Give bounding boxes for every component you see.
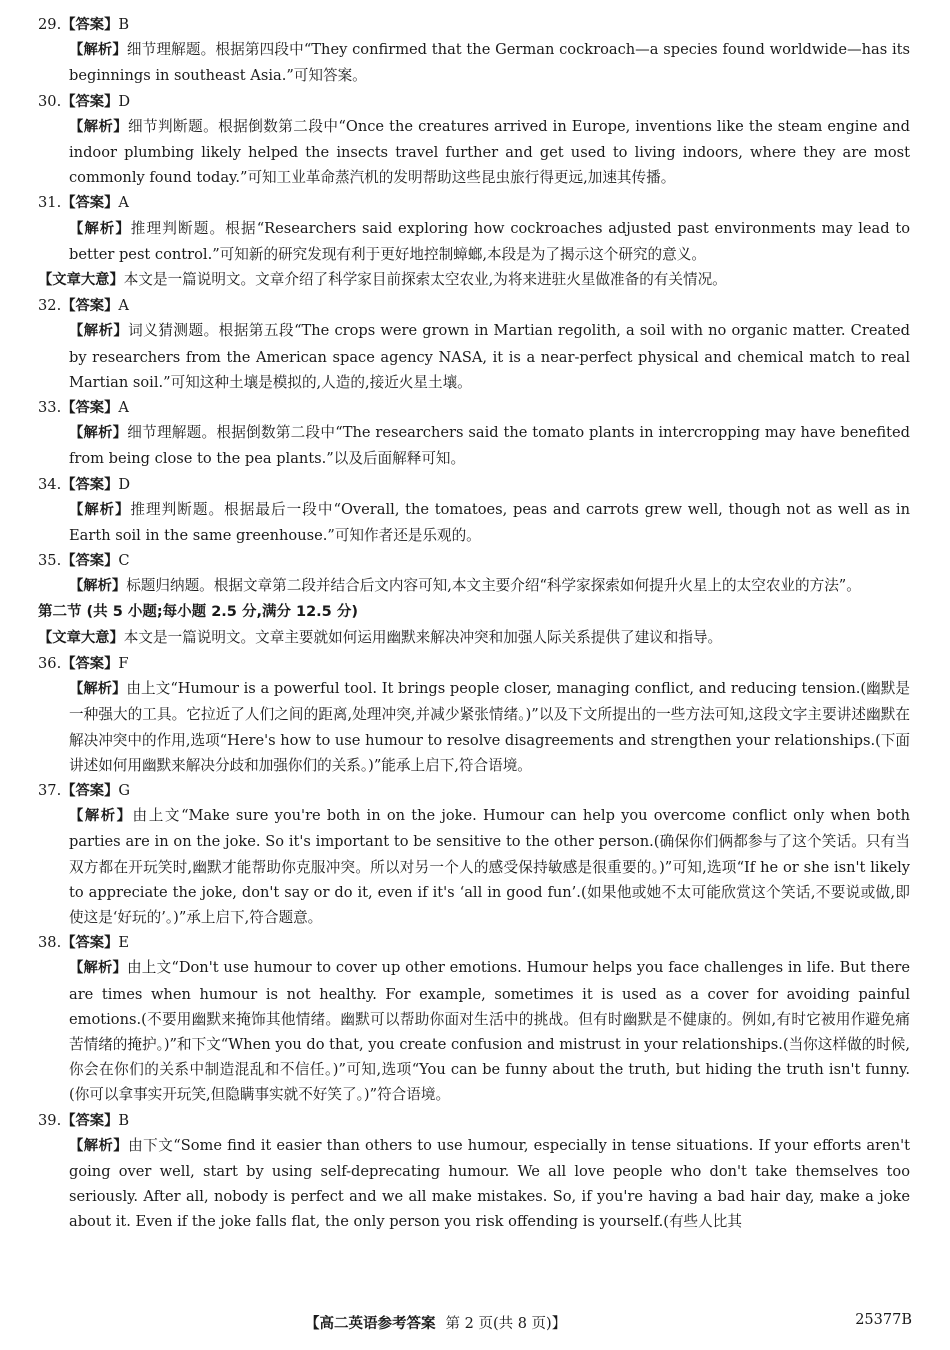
analysis-label: 【解析】 bbox=[69, 425, 128, 442]
analysis-37 bbox=[38, 803, 910, 930]
answer-line-36 bbox=[38, 651, 910, 676]
answer-value: F bbox=[118, 654, 129, 672]
analysis-text: 由上文“Humour is a powerful tool. It brings people closer, managing conflict, and reducing tension.(幽默是一种强大的工具。它拉近了人们之间的距离,处理冲突,并减少紧张情绪。)”以及下文所提出的一些方法可知,这段文字主要讲述幽默在解决冲突中的作用,选项“Here's how to use humour to resolve disagreements and strengthen your relationships.(下面讲述如何用幽默来解决分歧和加强你们的关系。)”能承上启下,符合语境。 bbox=[69, 680, 910, 774]
answer-label: 【答案】 bbox=[61, 399, 119, 416]
answer-label: 【答案】 bbox=[61, 195, 119, 212]
analysis-text: 由上文“Don't use humour to cover up other emotions. Humour helps you face challenges in life. But there are times when humour is not healthy. For example, sometimes it is used as a cover for avoiding painful emotions.(不要用幽默来掩饰其他情绪。幽默可以帮助你面对生活中的挑战。但有时幽默是不健康的。例如,有时它被用作避免痛苦情绪的掩护。)”和下文“When you do that, you create confusion and mistrust in your relationships.(当你这样做的时候,你会在你们的关系中制造混乱和不信任。)”可知,选项“You can be funny about the truth, but hiding the truth isn't funny.(你可以拿事实开玩笑,但隐瞒事实就不好笑了。)”符合语境。 bbox=[69, 959, 910, 1104]
analysis-32 bbox=[38, 318, 910, 395]
analysis-30 bbox=[38, 114, 910, 191]
page-footer bbox=[0, 1308, 950, 1338]
analysis-label: 【解析】 bbox=[69, 220, 131, 237]
footer-title-group bbox=[305, 1312, 566, 1333]
summary-label: 【文章大意】 bbox=[38, 271, 124, 288]
analysis-label: 【解析】 bbox=[69, 681, 127, 698]
question-number: 32. bbox=[38, 297, 62, 315]
answer-line-38 bbox=[38, 930, 910, 955]
answer-line-37 bbox=[38, 778, 910, 803]
analysis-text: 推理判断题。根据最后一段中“Overall, the tomatoes, peas and carrots grew well, though not as well as in Earth soil in the same greenhouse.”可知作者还是乐观的。 bbox=[69, 500, 910, 544]
answer-line-30 bbox=[38, 89, 910, 114]
analysis-label: 【解析】 bbox=[69, 808, 133, 825]
answer-value: A bbox=[118, 194, 129, 212]
analysis-text: 由上文“Make sure you're both in on the joke. Humour can help you overcome conflict only when both parties are in on the joke. So it's important to be sensitive to the other person.(确保你们俩都参与了这个笑话。只有当双方都在开玩笑时,幽默才能帮助你克服冲突。所以对另一个人的感受保持敏感是很重要的。)”可知,选项“If he or she isn't likely to appreciate the joke, don't say or do it, even if it's ‘all in good fun’.(如果他或她不太可能欣赏这个笑话,不要说或做,即使这是‘好玩的’。)”承上启下,符合题意。 bbox=[69, 807, 910, 926]
footer-page-number: 第 2 页(共 8 页)】 bbox=[445, 1316, 567, 1332]
analysis-label: 【解析】 bbox=[69, 118, 128, 135]
question-number: 36. bbox=[38, 654, 62, 672]
answer-page bbox=[38, 12, 910, 1302]
answer-value: A bbox=[118, 297, 129, 315]
question-number: 39. bbox=[38, 1111, 62, 1129]
section-heading: 第二节 (共 5 小题;每小题 2.5 分,满分 12.5 分) bbox=[38, 603, 358, 620]
analysis-text: 细节判断题。根据倒数第二段中“Once the creatures arrived in Europe, inventions like the steam engine and indoor plumbing likely helped the insects travel further and get used to living indoors, where they are most commonly found today.”可知工业革命蒸汽机的发明帮助这些昆虫旅行得更远,加速其传播。 bbox=[69, 117, 910, 187]
answer-label: 【答案】 bbox=[61, 1112, 119, 1129]
answer-value: A bbox=[118, 398, 129, 416]
footer-title: 【高二英语参考答案 bbox=[305, 1316, 436, 1332]
question-number: 34. bbox=[38, 475, 62, 493]
answer-content bbox=[38, 12, 910, 1235]
question-number: 35. bbox=[38, 552, 62, 570]
analysis-label: 【解析】 bbox=[69, 501, 131, 518]
answer-line-39 bbox=[38, 1108, 910, 1133]
answer-label: 【答案】 bbox=[61, 298, 119, 315]
analysis-text: 由下文“Some find it easier than others to use humour, especially in tense situations. If your efforts aren't going over well, start by using self-deprecating humour. We all love people who don't take themselves too seriously. After all, nobody is perfect and we all make mistakes. So, if you're having a bad hair day, make a joke about it. Even if the joke falls flat, the only person you risk offending is yourself.(有些人比其 bbox=[69, 1136, 910, 1231]
summary-text: 本文是一篇说明文。文章主要就如何运用幽默来解决冲突和加强人际关系提供了建议和指导。 bbox=[123, 628, 723, 646]
answer-line-34 bbox=[38, 472, 910, 497]
answer-line-32 bbox=[38, 293, 910, 318]
analysis-label: 【解析】 bbox=[69, 960, 127, 977]
answer-value: D bbox=[118, 92, 131, 110]
answer-label: 【答案】 bbox=[61, 476, 119, 493]
analysis-label: 【解析】 bbox=[69, 323, 129, 340]
analysis-text: 标题归纳题。根据文章第二段并结合后文内容可知,本文主要介绍“科学家探索如何提升火星上的太空农业的方法”。 bbox=[126, 577, 861, 595]
analysis-38 bbox=[38, 955, 910, 1107]
answer-value: E bbox=[118, 934, 130, 952]
answer-value: B bbox=[118, 1111, 130, 1129]
answer-value: D bbox=[118, 475, 131, 493]
analysis-36 bbox=[38, 676, 910, 778]
answer-label: 【答案】 bbox=[61, 553, 119, 570]
answer-label: 【答案】 bbox=[61, 655, 119, 672]
answer-label: 【答案】 bbox=[61, 17, 119, 33]
question-number: 29. bbox=[38, 16, 62, 33]
answer-line-31 bbox=[38, 190, 910, 215]
analysis-text: 细节理解题。根据倒数第二段中“The researchers said the tomato plants in intercropping may have benefited from being close to the pea plants.”以及后面解释可知。 bbox=[69, 424, 910, 468]
answer-line-33 bbox=[38, 395, 910, 420]
analysis-text: 细节理解题。根据第四段中“They confirmed that the German cockroach—a species found worldwide—has its beginnings in southeast Asia.”可知答案。 bbox=[69, 41, 910, 85]
question-number: 38. bbox=[38, 934, 62, 952]
analysis-33 bbox=[38, 420, 910, 471]
summary-text: 本文是一篇说明文。文章介绍了科学家目前探索太空农业,为将来进驻火星做准备的有关情况。 bbox=[123, 270, 727, 288]
analysis-label: 【解析】 bbox=[69, 578, 127, 595]
article-summary-1 bbox=[38, 267, 910, 293]
analysis-text: 推理判断题。根据“Researchers said exploring how cockroaches adjusted past environments may lead to better pest control.”可知新的研究发现有利于更好地控制蟑螂,本段是为了揭示这个研究的意义。 bbox=[69, 219, 910, 263]
footer-code: 25377B bbox=[855, 1312, 912, 1328]
question-number: 30. bbox=[38, 92, 62, 110]
analysis-text: 词义猜测题。根据第五段“The crops were grown in Martian regolith, a soil with no organic matter. Created by researchers from the American space agency NASA, it is a near-perfect physical and chemical match to real Martian soil.”可知这种土壤是模拟的,人造的,接近火星土壤。 bbox=[69, 322, 910, 391]
question-number: 37. bbox=[38, 781, 62, 799]
analysis-29 bbox=[38, 37, 910, 88]
answer-value: C bbox=[118, 552, 130, 570]
analysis-34 bbox=[38, 497, 910, 548]
answer-line-29 bbox=[38, 12, 910, 37]
answer-label: 【答案】 bbox=[61, 935, 119, 952]
analysis-35 bbox=[38, 573, 910, 599]
analysis-31 bbox=[38, 216, 910, 267]
analysis-label: 【解析】 bbox=[69, 1137, 129, 1154]
answer-value: B bbox=[118, 16, 130, 33]
answer-value: G bbox=[118, 781, 131, 799]
analysis-label: 【解析】 bbox=[69, 42, 127, 59]
answer-label: 【答案】 bbox=[61, 782, 119, 799]
article-summary-2 bbox=[38, 625, 910, 651]
question-number: 33. bbox=[38, 398, 62, 416]
answer-line-35 bbox=[38, 548, 910, 573]
analysis-39 bbox=[38, 1133, 910, 1235]
summary-label: 【文章大意】 bbox=[38, 629, 124, 646]
question-number: 31. bbox=[38, 194, 62, 212]
answer-label: 【答案】 bbox=[61, 93, 119, 110]
